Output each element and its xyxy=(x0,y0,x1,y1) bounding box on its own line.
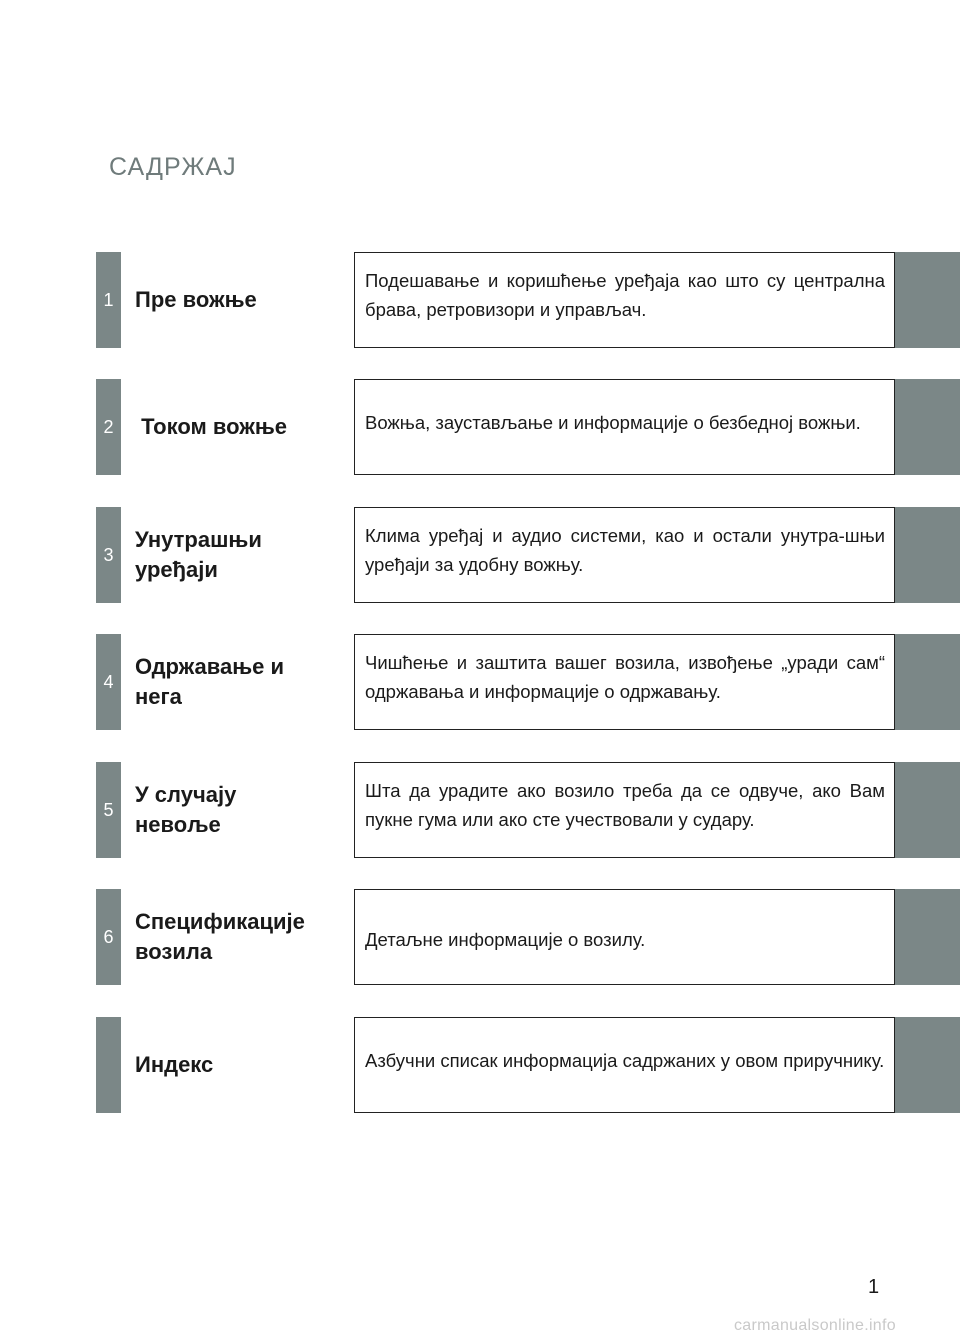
section-description-box xyxy=(354,889,895,985)
section-description: Вожња, заустављање и информације о безбедној вожњи. xyxy=(365,411,861,433)
section-description: Чишћење и заштита вашег возила, извођење „уради сам“ одржавања и информације о одржавању. xyxy=(365,652,885,702)
toc-row-4[interactable] xyxy=(0,634,960,730)
page-title: САДРЖАЈ xyxy=(109,153,237,181)
toc-row-6[interactable] xyxy=(0,889,960,985)
section-number-tab: 3 xyxy=(96,507,121,603)
section-description: Детаљне информације о возилу. xyxy=(365,928,646,950)
toc-row-5[interactable] xyxy=(0,762,960,858)
thumb-index-tab[interactable] xyxy=(895,252,960,348)
thumb-index-tab[interactable] xyxy=(895,634,960,730)
section-description-box xyxy=(354,379,895,475)
section-number-tab: 1 xyxy=(96,252,121,348)
toc-row-index[interactable] xyxy=(0,1017,960,1113)
section-description-box xyxy=(354,252,895,348)
section-description: Азбучни списак информација садржаних у овом приручнику. xyxy=(365,1049,885,1071)
section-description-box xyxy=(354,634,895,730)
thumb-index-tab[interactable] xyxy=(895,379,960,475)
section-number-tab: 6 xyxy=(96,889,121,985)
section-description: Подешавање и коришћење уређаја као што су централна брава, ретровизори и управљач. xyxy=(365,270,885,320)
section-description-box xyxy=(354,1017,895,1113)
section-description: Шта да урадите ако возило треба да се одвуче, ако Вам пукне гума или ако сте учествовали у судару. xyxy=(365,780,885,830)
toc-row-1[interactable] xyxy=(0,252,960,348)
section-number-tab: 5 xyxy=(96,762,121,858)
section-title[interactable]: У случају невоље xyxy=(135,782,237,837)
thumb-index-tab[interactable] xyxy=(895,889,960,985)
thumb-index-tab[interactable] xyxy=(895,507,960,603)
toc-row-3[interactable] xyxy=(0,507,960,603)
section-number-tab xyxy=(96,1017,121,1113)
section-title[interactable]: Унутрашњи уређаји xyxy=(135,527,262,582)
section-title[interactable]: Индекс xyxy=(135,1052,214,1077)
toc-row-2[interactable] xyxy=(0,379,960,475)
section-number-tab: 4 xyxy=(96,634,121,730)
section-title[interactable]: Спецификације возила xyxy=(135,909,305,964)
section-title[interactable]: Пре вожње xyxy=(135,287,257,312)
section-title[interactable]: Током вожње xyxy=(135,414,288,439)
section-title[interactable]: Одржавање и нега xyxy=(135,654,285,709)
section-description-box xyxy=(354,762,895,858)
section-description: Клима уређај и аудио системи, као и остали унутра-шњи уређаји за удобну вожњу. xyxy=(365,525,885,575)
section-description-box xyxy=(354,507,895,603)
section-number-tab: 2 xyxy=(96,379,121,475)
page-number: 1 xyxy=(868,1276,880,1298)
thumb-index-tab[interactable] xyxy=(895,762,960,858)
watermark: carmanualsonline.info xyxy=(734,1317,896,1334)
thumb-index-tab[interactable] xyxy=(895,1017,960,1113)
